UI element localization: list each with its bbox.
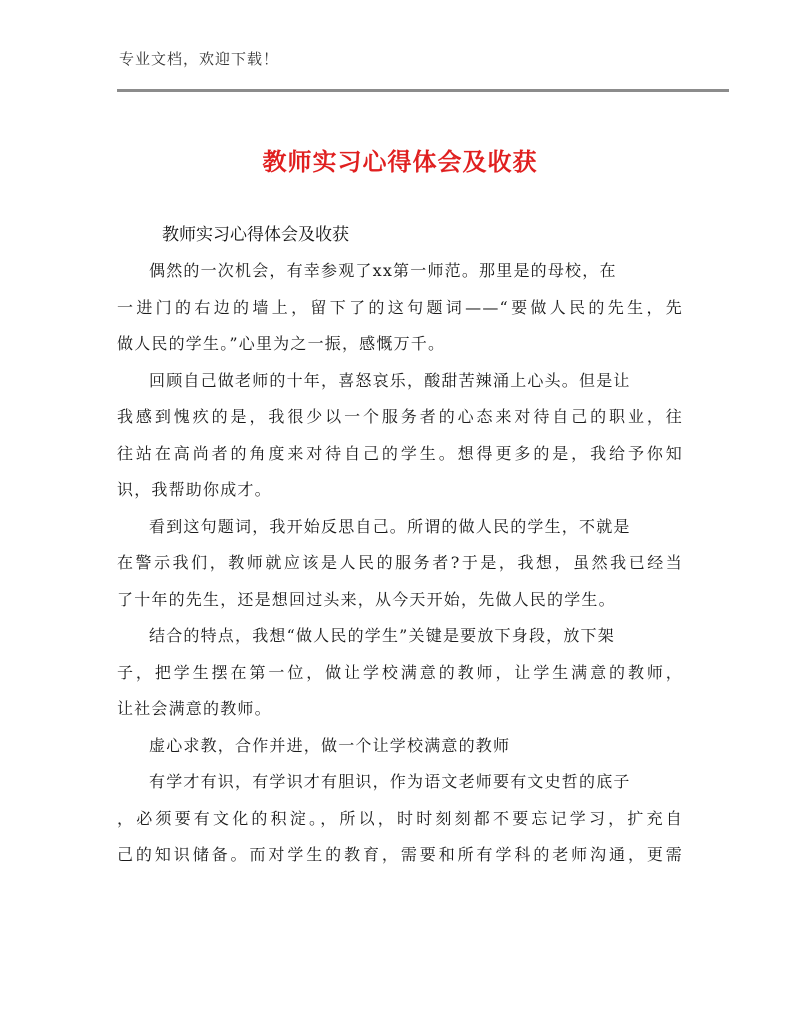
document-body	[117, 256, 683, 877]
body-line: 结合的特点，我想“做人民的学生”关键是要放下身段，放下架	[149, 626, 615, 645]
body-line: 偶然的一次机会，有幸参观了xx第一师范。那里是的母校，在	[149, 261, 617, 280]
body-line: 一进门的右边的墙上，留下了的这句题词——“要做人民的先生，先	[117, 297, 683, 317]
document-subtitle: 教师实习心得体会及收获	[162, 225, 349, 245]
page-header-text: 专业文档，欢迎下载！	[119, 50, 280, 68]
body-line: 有学才有识，有学识才有胆识，作为语文老师要有文史哲的底子	[149, 772, 631, 791]
body-line: 识，我帮助你成才。	[117, 480, 272, 499]
body-line: 子，把学生摆在第一位，做让学校满意的教师，让学生满意的教师，	[117, 662, 683, 682]
body-line: 往站在高尚者的角度来对待自己的学生。想得更多的是，我给予你知	[117, 443, 683, 463]
body-line: 己的知识储备。而对学生的教育，需要和所有学科的老师沟通，更需	[117, 845, 683, 864]
body-line: 做人民的学生。”心里为之一振，感慨万千。	[117, 334, 446, 353]
body-line: 虚心求教，合作并进，做一个让学校满意的教师	[149, 735, 511, 755]
header-divider	[117, 89, 729, 92]
body-line: ，必须要有文化的积淀。，所以，时时刻刻都不要忘记学习，扩充自	[117, 808, 683, 828]
body-line: 了十年的先生，还是想回过头来，从今天开始，先做人民的学生。	[117, 589, 616, 609]
document-title: 教师实习心得体会及收获	[262, 148, 538, 176]
body-line: 回顾自己做老师的十年，喜怒哀乐，酸甜苦辣涌上心头。但是让	[149, 370, 631, 390]
body-line: 看到这句题词，我开始反思自己。所谓的做人民的学生，不就是	[149, 516, 631, 536]
body-line: 我感到愧疚的是，我很少以一个服务者的心态来对待自己的职业，往	[117, 407, 683, 426]
body-line: 在警示我们，教师就应该是人民的服务者?于是，我想，虽然我已经当	[117, 553, 683, 572]
body-line: 让社会满意的教师。	[117, 699, 272, 718]
